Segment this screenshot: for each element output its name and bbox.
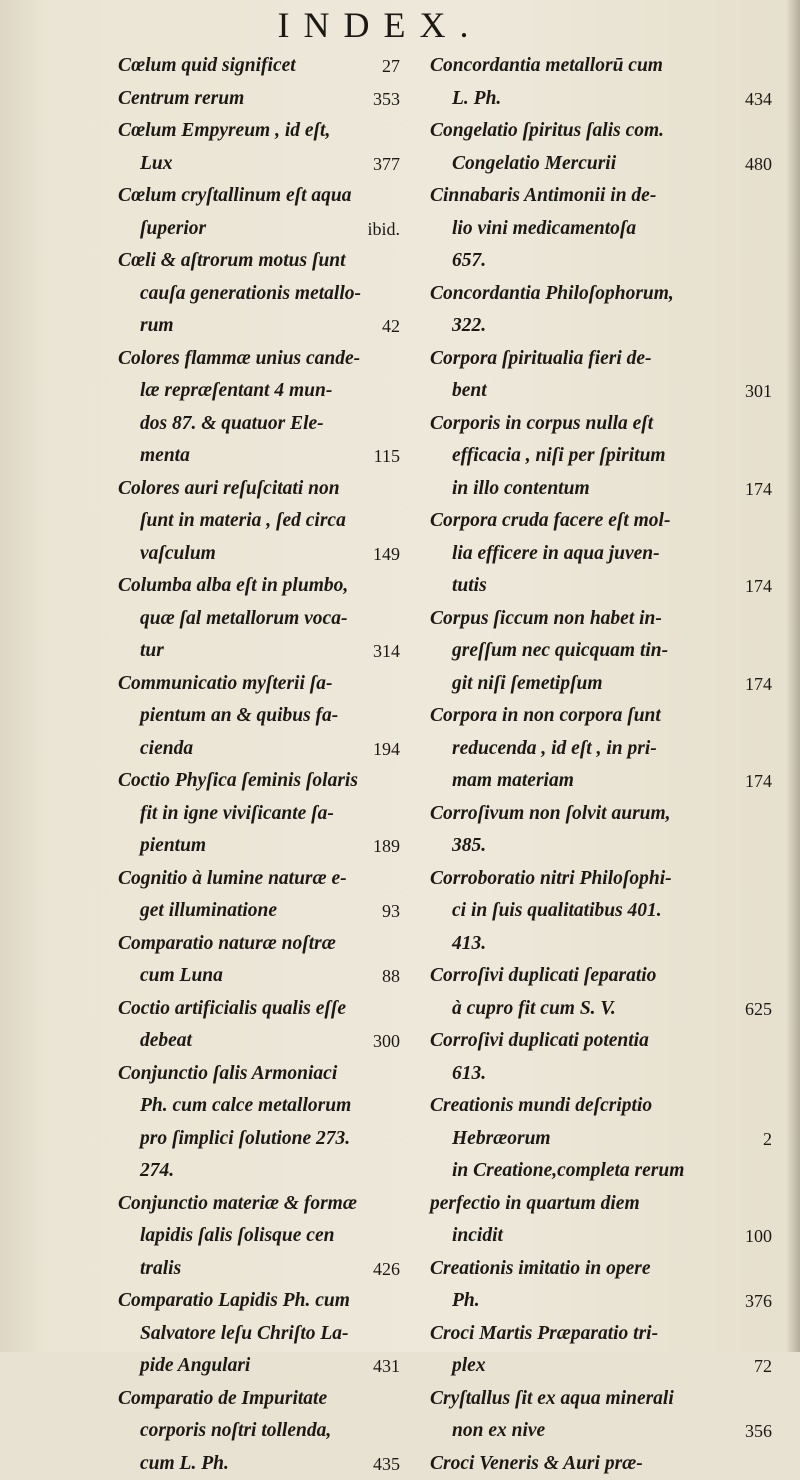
index-entry-text: rum [118, 310, 174, 343]
index-entry-line [118, 1025, 400, 1058]
index-entry-text: Lux [118, 148, 173, 181]
index-entry-line [430, 895, 772, 928]
index-entry-line [430, 603, 772, 636]
index-entry-line [118, 928, 400, 961]
index-entry-text: efficacia , niſi per ſpiritum [430, 440, 666, 473]
index-entry-line [430, 375, 772, 408]
index-entry-text: in Creatione,completa rerum [430, 1155, 684, 1188]
index-entry-text: Corpora cruda facere eſt mol- [430, 505, 670, 538]
index-page-number: 174 [745, 473, 772, 506]
index-entry-text: 613. [430, 1058, 486, 1091]
index-entry-line [118, 765, 400, 798]
index-entry-line [118, 570, 400, 603]
index-entry-line [118, 1253, 400, 1286]
index-entry-text: Corroboratio nitri Philoſophi- [430, 863, 672, 896]
index-entry-line [430, 700, 772, 733]
index-entry-line [118, 1188, 400, 1221]
index-entry-text: Creationis imitatio in opere [430, 1253, 650, 1286]
index-entry-line [430, 1025, 772, 1058]
index-entry-line [430, 1058, 772, 1091]
index-entry-text: cum L. Ph. [118, 1448, 229, 1480]
index-page-number: 426 [373, 1253, 400, 1286]
index-entry-line [118, 635, 400, 668]
index-entry-text: Comparatio de Impuritate [118, 1383, 327, 1416]
index-entry-line [118, 408, 400, 441]
index-entry-text: greſſum nec quicquam tin- [430, 635, 668, 668]
index-entry-text: incidit [430, 1220, 503, 1253]
index-entry-text: tralis [118, 1253, 181, 1286]
index-entry-text: 385. [430, 830, 486, 863]
index-entry-text: cum Luna [118, 960, 223, 993]
index-entry-line [430, 1123, 772, 1156]
index-entry-text: plex [430, 1350, 486, 1383]
index-entry-line [430, 538, 772, 571]
index-entry-line [430, 408, 772, 441]
index-entry-text: Centrum rerum [118, 83, 244, 116]
index-entry-line [118, 798, 400, 831]
index-entry-line [118, 1123, 400, 1156]
index-entry-text: Cognitio à lumine naturæ e- [118, 863, 347, 896]
index-entry-line [430, 1155, 772, 1188]
index-entry-line [118, 473, 400, 506]
index-entry-text: 657. [430, 245, 486, 278]
index-entry-line [430, 960, 772, 993]
index-entry-text: Coctio Phyſica ſeminis ſolaris [118, 765, 358, 798]
index-entry-text: mam materiam [430, 765, 574, 798]
index-entry-line [118, 603, 400, 636]
index-entry-text: lio vini medicamentoſa [430, 213, 636, 246]
index-page-number: 377 [373, 148, 400, 181]
index-entry-text: debeat [118, 1025, 192, 1058]
index-page-number: 100 [745, 1220, 772, 1253]
index-entry-text: Cœlum Empyreum , id eſt, [118, 115, 330, 148]
index-entry-text: Corpus ſiccum non habet in- [430, 603, 662, 636]
index-entry-text: Conjunctio materiæ & formæ [118, 1188, 357, 1221]
index-entry-line [430, 1318, 772, 1351]
index-entry-line [430, 570, 772, 603]
index-entry-line [430, 668, 772, 701]
index-entry-text: in illo contentum [430, 473, 590, 506]
index-entry-line [430, 180, 772, 213]
index-entry-line [118, 148, 400, 181]
index-page-number: 88 [382, 960, 400, 993]
index-entry-text: Hebræorum [430, 1123, 551, 1156]
index-entry-line [430, 1383, 772, 1416]
index-entry-line [430, 1253, 772, 1286]
index-entry-line [430, 1285, 772, 1318]
index-entry-text: pide Angulari [118, 1350, 250, 1383]
index-entry-line [430, 635, 772, 668]
index-entry-line [118, 1318, 400, 1351]
index-entry-line [430, 993, 772, 1026]
index-page-number: ibid. [367, 213, 400, 246]
index-entry-text: tutis [430, 570, 487, 603]
index-entry-text: fit in igne viviſicante ſa- [118, 798, 334, 831]
index-entry-text: Cœli & aſtrorum motus ſunt [118, 245, 346, 278]
index-entry-text: Colores flammæ unius cande- [118, 343, 360, 376]
index-entry-line [430, 310, 772, 343]
index-entry-line [430, 115, 772, 148]
index-page-number: 434 [745, 83, 772, 116]
index-entry-line [118, 375, 400, 408]
index-entry-text: quæ ſal metallorum voca- [118, 603, 347, 636]
index-entry-line [118, 700, 400, 733]
index-entry-text: Creationis mundi deſcriptio [430, 1090, 652, 1123]
index-entry-text: dos 87. & quatuor Ele- [118, 408, 324, 441]
index-entry-text: git niſi ſemetipſum [430, 668, 603, 701]
index-entry-line [118, 440, 400, 473]
index-entry-line [430, 505, 772, 538]
index-page-number: 314 [373, 635, 400, 668]
index-page-number: 174 [745, 570, 772, 603]
index-entry-line [118, 310, 400, 343]
index-entry-text: Congelatio ſpiritus ſalis com. [430, 115, 664, 148]
index-entry-line [430, 1415, 772, 1448]
index-entry-text: Croci Veneris & Auri præ- [430, 1448, 643, 1480]
index-entry-text: ci in ſuis qualitatibus 401. [430, 895, 662, 928]
index-entry-text: Cinnabaris Antimonii in de- [430, 180, 656, 213]
index-page-number: 435 [373, 1448, 400, 1480]
page-gutter-shadow [786, 0, 800, 1352]
index-entry-text: Conjunctio ſalis Armoniaci [118, 1058, 337, 1091]
index-entry-line [430, 1350, 772, 1383]
index-entry-line [118, 180, 400, 213]
index-entry-text: Salvatore leſu Chriſto La- [118, 1318, 349, 1351]
index-entry-line [430, 440, 772, 473]
index-page-number: 194 [373, 733, 400, 766]
index-entry-text: 274. [118, 1155, 174, 1188]
index-entry-text: pientum [118, 830, 206, 863]
index-entry-line [118, 960, 400, 993]
index-entry-text: Concordantia metallorū cum [430, 50, 663, 83]
index-entry-text: 322. [430, 310, 486, 343]
index-entry-text: Corpora in non corpora ſunt [430, 700, 661, 733]
index-page-number: 42 [382, 310, 400, 343]
index-entry-text: Cœlum quid significet [118, 50, 296, 83]
index-entry-line [430, 50, 772, 83]
index-entry-text: pientum an & quibus fa- [118, 700, 338, 733]
index-column-left [118, 50, 400, 1480]
index-page-number: 376 [745, 1285, 772, 1318]
index-entry-text: cauſa generationis metallo- [118, 278, 361, 311]
index-entry-line [430, 278, 772, 311]
index-entry-line [118, 733, 400, 766]
index-page-number: 174 [745, 765, 772, 798]
index-entry-line [118, 993, 400, 1026]
index-entry-text: cienda [118, 733, 193, 766]
index-entry-line [430, 1448, 772, 1480]
index-entry-text: ſuperior [118, 213, 206, 246]
index-page-number: 480 [745, 148, 772, 181]
index-page-number: 189 [373, 830, 400, 863]
index-entry-text: bent [430, 375, 487, 408]
index-entry-text: menta [118, 440, 190, 473]
index-entry-line [118, 1058, 400, 1091]
index-entry-line [118, 1090, 400, 1123]
index-entry-text: perfectio in quartum diem [430, 1188, 640, 1221]
index-entry-line [118, 863, 400, 896]
index-entry-text: Corporis in corpus nulla eſt [430, 408, 653, 441]
index-entry-line [430, 798, 772, 831]
index-entry-text: lia efficere in aqua juven- [430, 538, 660, 571]
index-entry-line [118, 278, 400, 311]
index-entry-text: Cryſtallus ſit ex aqua minerali [430, 1383, 674, 1416]
index-entry-text: tur [118, 635, 164, 668]
index-entry-line [118, 895, 400, 928]
index-column-right [430, 50, 772, 1480]
index-entry-line [118, 1415, 400, 1448]
index-page-number: 115 [374, 440, 400, 473]
index-entry-line [430, 213, 772, 246]
index-page-number: 174 [745, 668, 772, 701]
index-entry-text: Ph. cum calce metallorum [118, 1090, 351, 1123]
index-entry-line [430, 83, 772, 116]
index-page-number: 356 [745, 1415, 772, 1448]
index-entry-line [430, 148, 772, 181]
index-entry-text: Concordantia Philoſophorum, [430, 278, 674, 311]
index-page-number: 353 [373, 83, 400, 116]
index-entry-text: Corroſivi duplicati potentia [430, 1025, 649, 1058]
index-page-number: 625 [745, 993, 772, 1026]
index-entry-text: ſunt in materia , ſed circa [118, 505, 346, 538]
index-entry-text: Comparatio Lapidis Ph. cum [118, 1285, 350, 1318]
index-entry-line [118, 538, 400, 571]
index-entry-line [118, 115, 400, 148]
index-entry-text: Congelatio Mercurii [430, 148, 616, 181]
index-entry-text: à cupro fit cum S. V. [430, 993, 616, 1026]
index-entry-line [118, 213, 400, 246]
index-entry-line [430, 863, 772, 896]
index-entry-line [118, 245, 400, 278]
index-entry-line [430, 765, 772, 798]
index-entry-text: Columba alba eſt in plumbo, [118, 570, 348, 603]
index-entry-line [430, 1090, 772, 1123]
index-entry-line [430, 245, 772, 278]
index-entry-line [430, 343, 772, 376]
index-entry-line [118, 1155, 400, 1188]
index-entry-text: Communicatio myſterii ſa- [118, 668, 333, 701]
index-page-number: 2 [763, 1123, 772, 1156]
index-page-number: 301 [745, 375, 772, 408]
index-page-number: 300 [373, 1025, 400, 1058]
index-entry-line [118, 1383, 400, 1416]
index-entry-text: get illuminatione [118, 895, 277, 928]
index-entry-text: Colores auri reſuſcitati non [118, 473, 340, 506]
index-entry-line [118, 343, 400, 376]
index-page-number: 93 [382, 895, 400, 928]
index-entry-text: L. Ph. [430, 83, 501, 116]
index-entry-line [118, 1350, 400, 1383]
index-entry-line [430, 473, 772, 506]
index-entry-line [430, 1188, 772, 1221]
page-title: INDEX. [0, 4, 760, 46]
index-entry-text: 413. [430, 928, 486, 961]
index-entry-text: Ph. [430, 1285, 480, 1318]
index-entry-line [430, 928, 772, 961]
index-entry-line [118, 1220, 400, 1253]
index-entry-text: Comparatio naturæ noſtræ [118, 928, 336, 961]
index-entry-text: vaſculum [118, 538, 216, 571]
index-entry-text: læ repræſentant 4 mun- [118, 375, 332, 408]
index-entry-text: non ex nive [430, 1415, 545, 1448]
index-entry-line [118, 830, 400, 863]
index-page-number: 72 [754, 1350, 772, 1383]
index-entry-text: Cœlum cryſtallinum eſt aqua [118, 180, 351, 213]
index-entry-line [430, 1220, 772, 1253]
index-entry-text: corporis noſtri tollenda, [118, 1415, 331, 1448]
index-entry-line [118, 50, 400, 83]
index-entry-text: Croci Martis Præparatio tri- [430, 1318, 658, 1351]
index-entry-text: Corroſivi duplicati ſeparatio [430, 960, 656, 993]
index-entry-line [118, 505, 400, 538]
index-entry-text: Corpora ſpiritualia fieri de- [430, 343, 652, 376]
index-entry-line [118, 668, 400, 701]
index-page-number: 149 [373, 538, 400, 571]
index-entry-text: lapidis ſalis ſolisque cen [118, 1220, 334, 1253]
index-entry-line [118, 83, 400, 116]
index-entry-text: reducenda , id eſt , in pri- [430, 733, 657, 766]
index-entry-line [430, 733, 772, 766]
index-page-number: 27 [382, 50, 400, 83]
index-page-number: 431 [373, 1350, 400, 1383]
index-entry-line [118, 1448, 400, 1480]
index-entry-line [430, 830, 772, 863]
index-entry-text: Coctio artificialis qualis eſſe [118, 993, 346, 1026]
index-entry-text: Corroſivum non ſolvit aurum, [430, 798, 671, 831]
index-entry-line [118, 1285, 400, 1318]
index-entry-text: pro ſimplici ſolutione 273. [118, 1123, 350, 1156]
